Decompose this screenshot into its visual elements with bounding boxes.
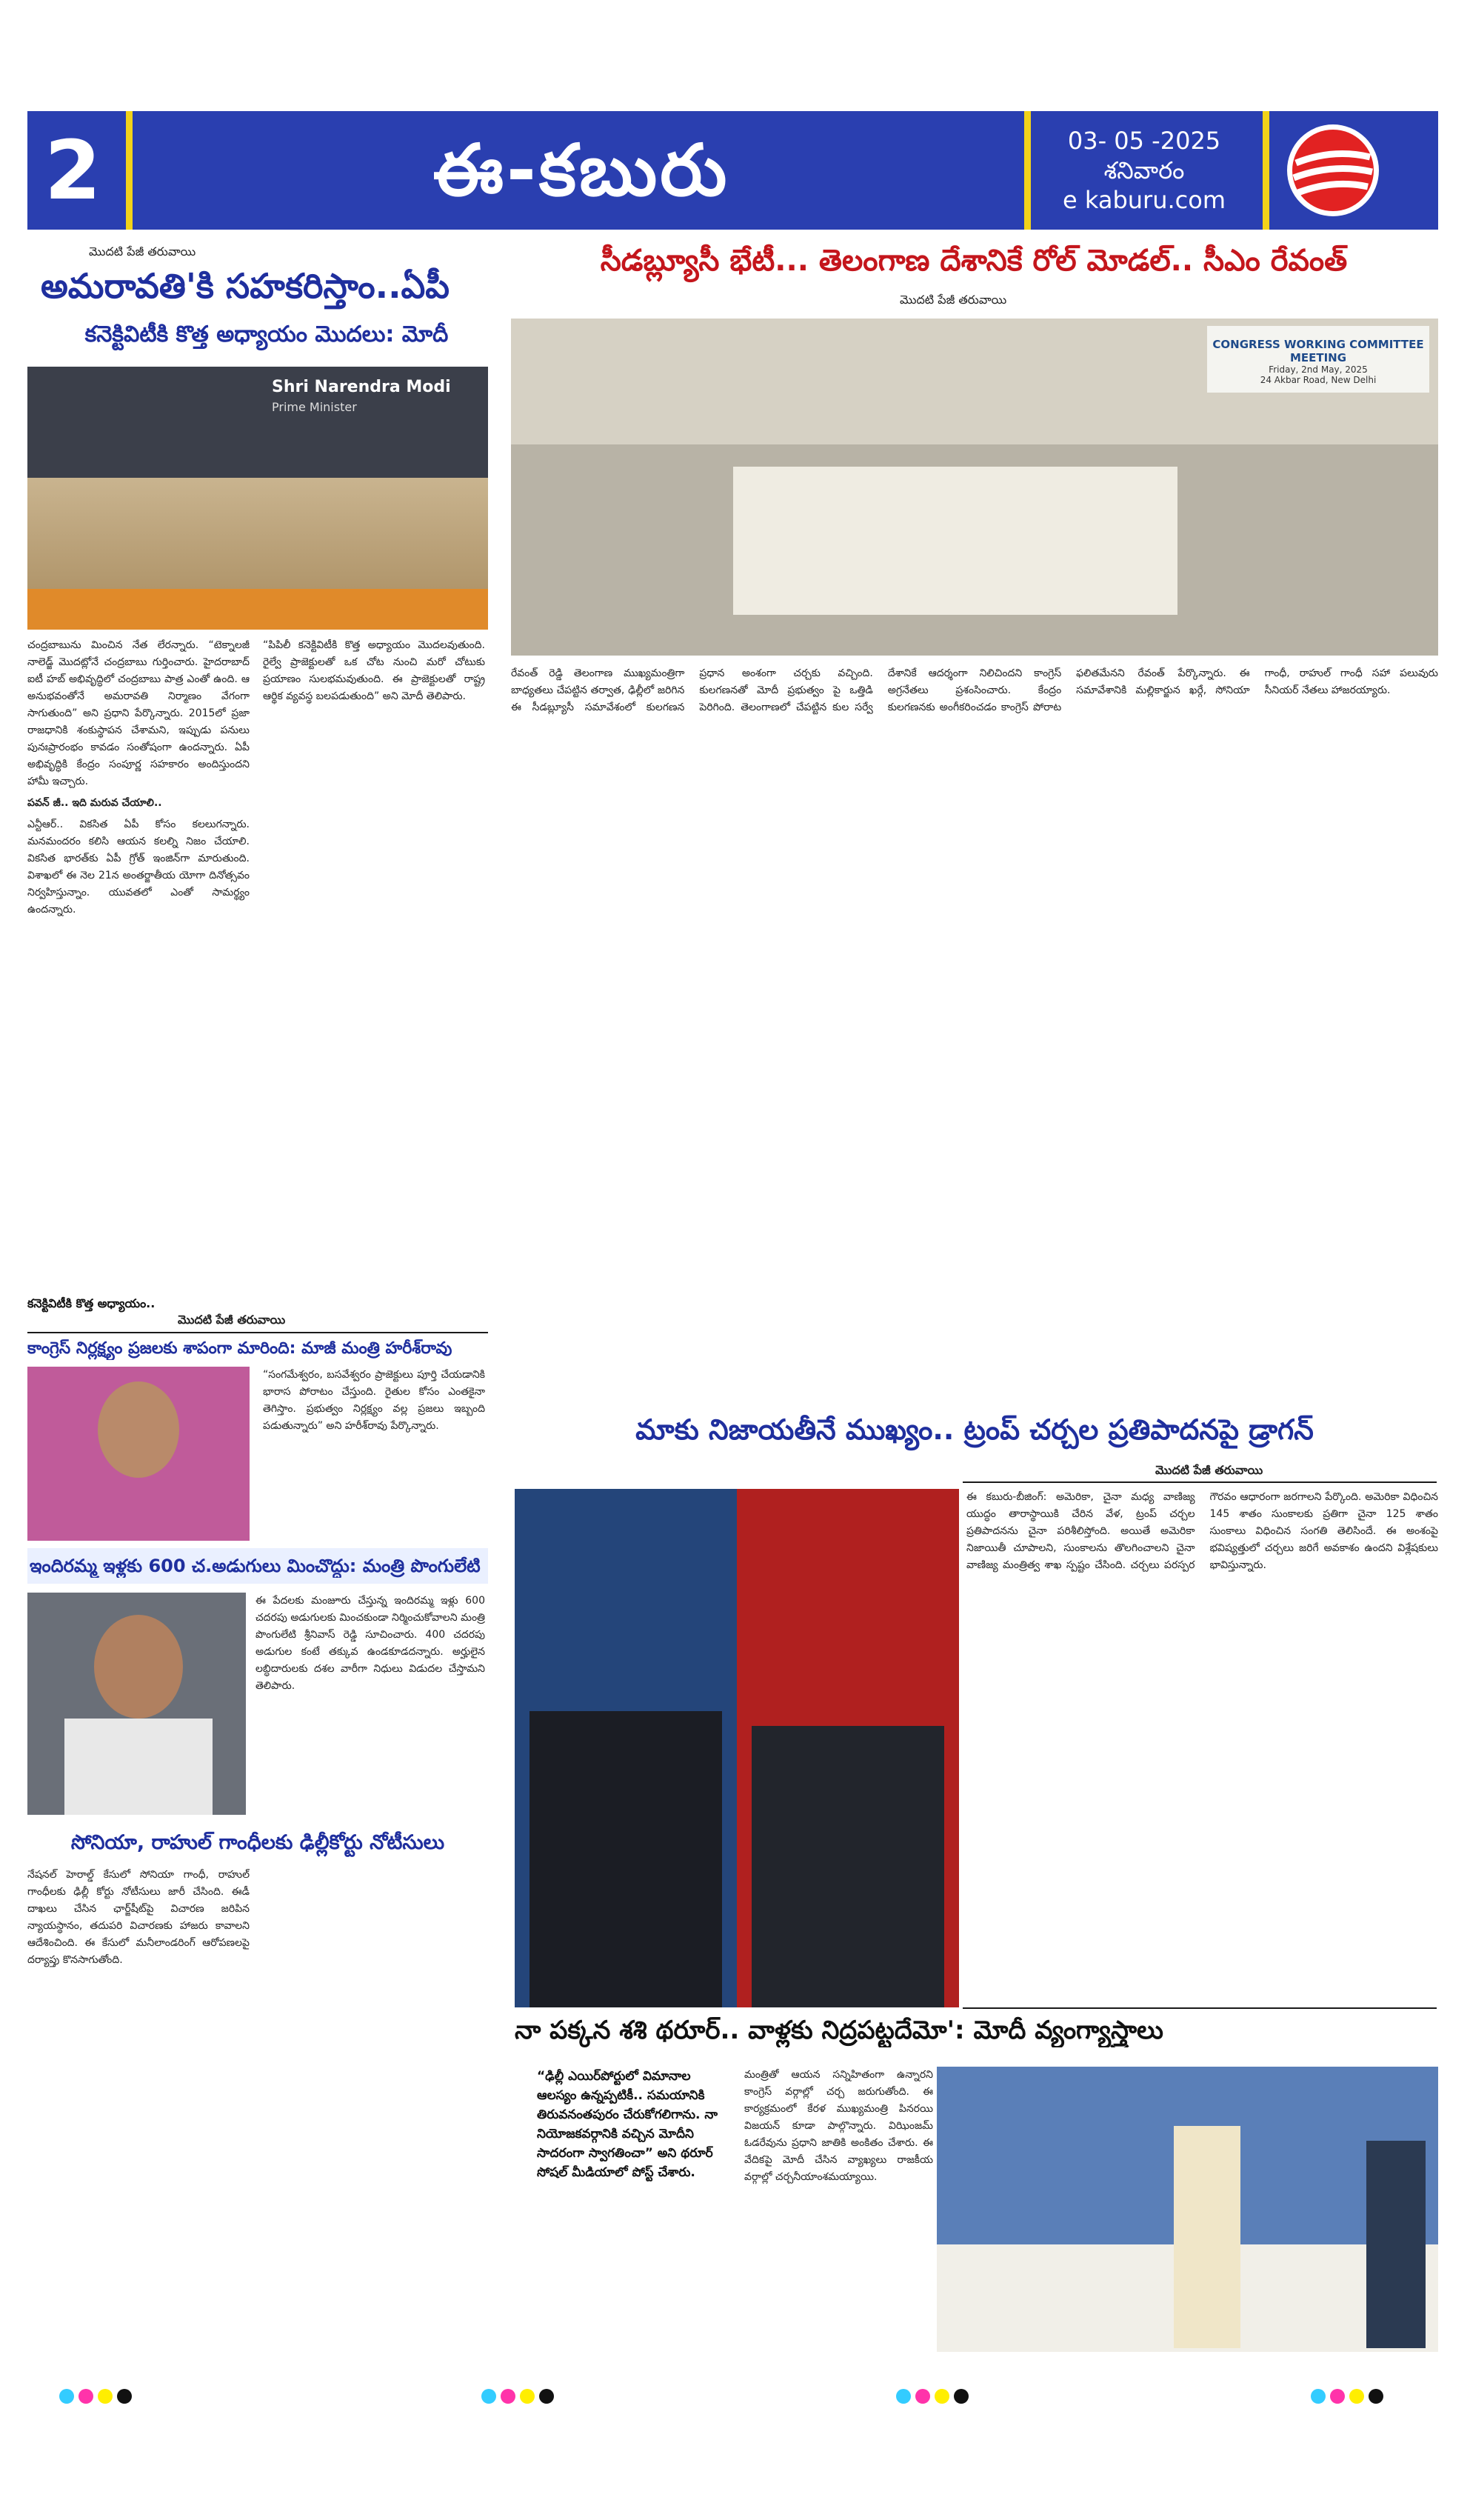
amaravati-kicker: మొదటి పేజీ తరువాయి [89, 244, 196, 259]
harish-body: “సంగమేశ్వరం, బసవేశ్వరం ప్రాజెక్టులు పూర్తి చేయడానికి భారాస పోరాటం చేస్తుంది. రైతుల కోసం ఎంతకైనా తెగిస్తాం. ప్రభుత్వం నిర్లక్ష్యం వల్ల ప్రజలు ఇబ్బంది పడుతున్నారు” అని హరీశ్‌రావు పేర్కొన్నారు. [263, 1369, 485, 1432]
amaravati-body-para2: “పిపిలీ కనెక్టివిటీకి కొత్త అధ్యాయం మొదలవుతుంది. రైల్వే ప్రాజెక్టులతో ఒక చోట నుంచి మరో చోటుకు ప్రయాణం సులభమవుతుంది. ఈ ప్రాజెక్టులతో రాష్ట్ర ఆర్థిక వ్యవస్థ బలపడుతుంది” అని మోదీ తెలిపారు. [263, 639, 485, 702]
tharoor-body: మంత్రితో ఆయన సన్నిహితంగా ఉన్నారని కాంగ్రెస్ వర్గాల్లో చర్చ జరుగుతోంది. ఈ కార్యక్రమంలో కేరళ ముఖ్యమంత్రి పినరయి విజయన్ కూడా పాల్గొన్నారు. విఝింజమ్ ఓడరేవును ప్రధాని జాతికి అంకితం చేశారు. ఈ వేదికపై మోదీ చేసిన వ్యాఖ్యలు రాజకీయ వర్గాల్లో చర్చనీయాంశమయ్యాయి. [744, 2069, 933, 2183]
masthead-date-block [1033, 126, 1255, 215]
masthead-divider-left [126, 111, 133, 230]
color-registration-mark-1 [59, 2389, 136, 2407]
website-url[interactable]: e kaburu.com [1063, 186, 1226, 214]
modi-tharoor-photo [937, 2067, 1438, 2352]
ponguleti-headline: ఇందిరమ్మ ఇళ్లకు 600 చ.అడుగులు మించొద్దు: మంత్రి పొంగులేటి [30, 1556, 481, 1576]
harish-rule [27, 1332, 488, 1333]
issue-date: 03- 05 -2025 [1067, 127, 1221, 155]
trump-rule [963, 1481, 1437, 1483]
masthead-divider-mid [1024, 111, 1031, 230]
tharoor-quote: “ఢిల్లీ ఎయిర్‌పోర్టులో విమానాల ఆలస్యం ఉన్నప్పటికీ.. సమయానికి తిరువనంతపురం చేరుకోగలిగాను. నా నియోజకవర్గానికి వచ్చిన మోదీని సాదరంగా స్వాగతించా” అని థరూర్ సోషల్ మీడియాలో పోస్ట్ చేశారు. [537, 2069, 718, 2180]
revanth-body-text: రేవంత్ రెడ్డి తెలంగాణ ముఖ్యమంత్రిగా బాధ్యతలు చేపట్టిన తర్వాత, ఢిల్లీలో జరిగిన ఈ సీడబ్ల్యూసీ సమావేశంలో కులగణన ప్రధాన అంశంగా చర్చకు వచ్చింది. కులగణనతో మోదీ ప్రభుత్వం పై ఒత్తిడి పెరిగింది. తెలంగాణలో చేపట్టిన కుల సర్వే దేశానికే ఆదర్శంగా నిలిచిందని కాంగ్రెస్ అగ్రనేతలు ప్రశంసించారు. కేంద్రం కులగణనకు అంగీకరించడం కాంగ్రెస్ పోరాట ఫలితమేనని రేవంత్ పేర్కొన్నారు. ఈ సమావేశానికి మల్లికార్జున ఖర్గే, సోనియా గాంధీ, రాహుల్ గాంధీ సహా పలువురు సీనియర్ నేతలు హాజరయ్యారు. [511, 667, 1438, 713]
amaravati-headline: అమరావతి'కి సహకరిస్తాం..ఏపీ [41, 266, 450, 306]
amaravati-subhead: పవన్ జీ.. ఇది మరువ చేయాలి.. [27, 797, 162, 809]
trump-xi-photo [515, 1489, 959, 2007]
amaravati-body-col1 [27, 637, 250, 1289]
sonia-body-col1: నేషనల్ హెరాల్డ్ కేసులో సోనియా గాంధీ, రాహుల్ గాంధీలకు ఢిల్లీ కోర్టు నోటీసులు జారీ చేసింది. ఈడీ దాఖలు చేసిన ఛార్జ్‌షీట్‌పై విచారణ జరిపిన న్యాయస్థానం, తదుపరి విచారణకు హాజరు కావాలని ఆదేశించింది. ఈ కేసులో మనీలాండరింగ్ ఆరోపణలపై దర్యాప్తు కొనసాగుతోంది. [27, 1869, 250, 1966]
cwc-meeting-photo [511, 319, 1438, 656]
color-registration-mark-4 [1311, 2389, 1388, 2407]
tharoor-headline: నా పక్కన శశి థరూర్.. వాళ్లకు నిద్రపట్టదేమో': మోదీ వ్యంగ్యాస్త్రాలు [515, 2016, 1163, 2045]
amaravati-body-col2 [263, 637, 485, 1289]
page-number: 2 [44, 123, 101, 218]
amaravati-stage-photo [27, 367, 488, 630]
sonia-headline: సోనియా, రాహుల్ గాంధీలకు ఢిల్లీకోర్టు నోటీసులు [70, 1831, 445, 1854]
newspaper-title: ఈ-కబురు [432, 129, 730, 212]
xi-suit [752, 1726, 944, 2007]
harish-kicker: మొదటి పేజీ తరువాయి [178, 1313, 286, 1327]
ponguleti-photo-shirt [64, 1719, 213, 1815]
photo-tharoor-figure [1366, 2141, 1426, 2348]
cwc-banner-place: 24 Akbar Road, New Delhi [1260, 375, 1377, 385]
cwc-banner-title: CONGRESS WORKING COMMITTEE MEETING [1212, 338, 1424, 364]
photo-modi-figure [1174, 2126, 1240, 2348]
harish-headline: కాంగ్రెస్ నిర్లక్ష్యం ప్రజలకు శాపంగా మారింది: మాజీ మంత్రి హరీశ్‌రావు [27, 1339, 452, 1358]
amaravati-subheadline: కనెక్టివిటీకి కొత్త అధ్యాయం మొదలు: మోదీ [84, 321, 449, 347]
ponguleti-photo [27, 1593, 246, 1815]
brand-logo-icon [1277, 119, 1389, 222]
harish-photo-face [98, 1381, 179, 1478]
trump-suit [529, 1711, 722, 2007]
cwc-banner [1207, 326, 1429, 393]
tharoor-rule [963, 2007, 1437, 2009]
revanth-headline: సీడబ్ల్యూసీ భేటీ... తెలంగాణ దేశానికే రోల్ మోడల్.. సీఎం రేవంత్ [600, 244, 1348, 278]
issue-weekday: శనివారం [1103, 156, 1185, 184]
trump-kicker: మొదటి పేజీ తరువాయి [1155, 1463, 1263, 1477]
sonia-body-col2 [263, 1867, 485, 2252]
photo-screen-name: Shri Narendra Modi [272, 378, 451, 396]
ponguleti-body: ఈ పేదలకు మంజూరు చేస్తున్న ఇందిరమ్మ ఇళ్లు 600 చదరపు అడుగులకు మించకుండా నిర్మించుకోవాలని మంత్రి పొంగులేటి శ్రీనివాస్ రెడ్డి సూచించారు. 400 చదరపు అడుగుల కంటే తక్కువ ఉండకూడదన్నారు. అర్హులైన లబ్ధిదారులకు దశల వారీగా నిధులు విడుదల చేస్తామని తెలిపారు. [255, 1595, 485, 1692]
color-registration-mark-2 [481, 2389, 558, 2407]
trump-headline: మాకు నిజాయతీనే ముఖ్యం.. ట్రంప్ చర్చల ప్రతిపాదనపై డ్రాగన్ [635, 1413, 1314, 1446]
color-registration-mark-3 [896, 2389, 973, 2407]
harish-photo [27, 1367, 250, 1541]
amaravati-body-para3: ఎన్టీఆర్.. వికసిత ఏపీ కోసం కలలుగన్నారు. మనమందరం కలిసి ఆయన కలల్ని నిజం చేయాలి. వికసిత భారత్‌కు ఏపీ గ్రోత్ ఇంజిన్‌గా మారుతుంది. విశాఖలో ఈ నెల 21న అంతర్జాతీయ యోగా దినోత్సవం నిర్వహిస్తున్నాం. యువతలో ఎంతో సామర్థ్యం ఉందన్నారు. [27, 819, 250, 916]
revanth-kicker: మొదటి పేజీ తరువాయి [900, 293, 1007, 307]
masthead-divider-right [1263, 111, 1269, 230]
revanth-body [511, 665, 1438, 1406]
photo-screen-title: Prime Minister [272, 400, 357, 414]
ponguleti-photo-face [94, 1615, 183, 1719]
cwc-banner-date: Friday, 2nd May, 2025 [1269, 364, 1368, 375]
amaravati-continued-tag: కనెక్టివిటీకి కొత్త అధ్యాయం.. [27, 1296, 156, 1310]
amaravati-body-para1: చంద్రబాబును మించిన నేత లేరన్నారు. “టెక్నాలజీ నాలెడ్జ్ మొదట్లోనే చంద్రబాబు గుర్తించారు. హైదరాబాద్ ఐటీ హబ్ అభివృద్ధిలో చంద్రబాబు పాత్ర ఎంతో ఉంది. ఆ అనుభవంతోనే అమరావతి నిర్మాణం వేగంగా సాగుతుంది” అని ప్రధాని పేర్కొన్నారు. 2015లో ప్రజా రాజధానికి శంకుస్థాపన చేశామని, ఇప్పుడు పనులు పునఃప్రారంభం కావడం సంతోషంగా ఉందన్నారు. ఏపీ అభివృద్ధికి కేంద్రం సంపూర్ణ సహకారం అందిస్తుందని హామీ ఇచ్చారు. [27, 639, 250, 787]
trump-body: ఈ కబురు-బీజింగ్: అమెరికా, చైనా మధ్య వాణిజ్య యుద్ధం తారాస్థాయికి చేరిన వేళ, ట్రంప్ చర్చల ప్రతిపాదనను చైనా పరిశీలిస్తోంది. అయితే అమెరికా నిజాయితీ చూపాలని, సుంకాలను తొలగించాలని చైనా వాణిజ్య మంత్రిత్వ శాఖ స్పష్టం చేసింది. చర్చలు పరస్పర గౌరవం ఆధారంగా జరగాలని పేర్కొంది. అమెరికా విధించిన 145 శాతం సుంకాలకు ప్రతిగా చైనా 125 శాతం సుంకాలు విధించిన సంగతి తెలిసిందే. ఈ అంశంపై భవిష్యత్తులో చర్చలు జరిగే అవకాశం ఉందని విశ్లేషకులు భావిస్తున్నారు. [966, 1491, 1438, 1571]
photo-flower-decor [27, 589, 488, 630]
cwc-table [733, 467, 1177, 615]
